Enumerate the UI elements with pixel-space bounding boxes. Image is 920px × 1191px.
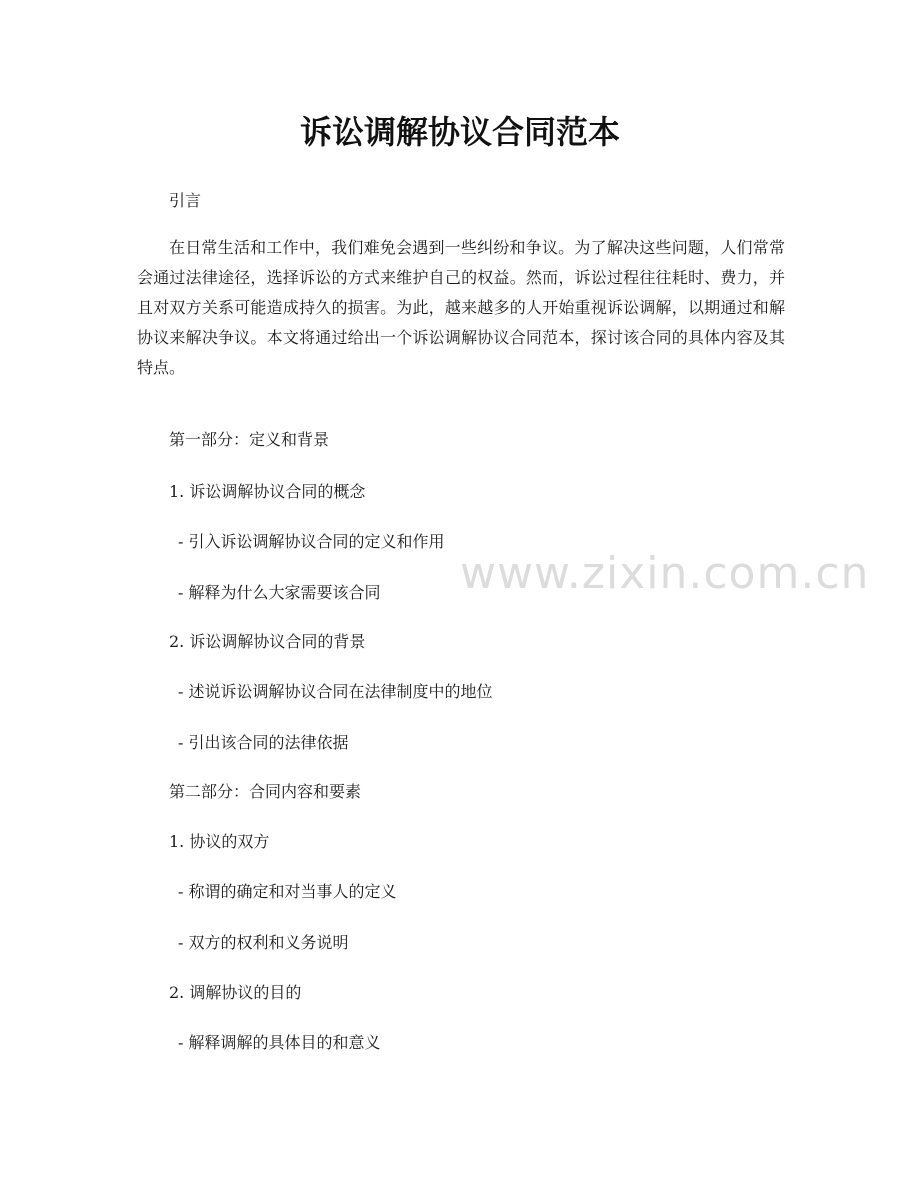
part2-item2: 2. 调解协议的目的 [169,983,302,1002]
part2-item1-sub2: - 双方的权利和义务说明 [178,933,349,952]
intro-heading: 引言 [169,191,202,210]
part2-item2-sub1: - 解释调解的具体目的和意义 [178,1033,381,1052]
part2-heading: 第二部分：合同内容和要素 [169,782,362,801]
part1-item2: 2. 诉讼调解协议合同的背景 [169,632,366,651]
part1-heading: 第一部分：定义和背景 [169,430,330,449]
part1-item1: 1. 诉讼调解协议合同的概念 [169,482,366,501]
watermark: www.zixin.com.cn [460,548,870,599]
page-title: 诉讼调解协议合同范本 [299,113,620,151]
intro-paragraph: 在日常生活和工作中，我们难免会遇到一些纠纷和争议。为了解决这些问题，人们常常会通过法律途径，选择诉讼的方式来维护自己的权益。然而，诉讼过程往往耗时、费力，并且对双方关系可能造成持久的损害。为此，越来越多的人开始重视诉讼调解，以期通过和解协议来解决争议。本文将通过给出一个诉讼调解协议合同范本，探讨该合同的具体内容及其特点。 [137,238,785,377]
part1-item1-sub1: - 引入诉讼调解协议合同的定义和作用 [178,532,445,551]
part1-item1-sub2: - 解释为什么大家需要该合同 [178,583,381,602]
part1-item2-sub2: - 引出该合同的法律依据 [178,733,349,752]
part2-item1: 1. 协议的双方 [169,832,270,851]
part1-item2-sub1: - 述说诉讼调解协议合同在法律制度中的地位 [178,682,493,701]
part2-item1-sub1: - 称谓的确定和对当事人的定义 [178,882,397,901]
